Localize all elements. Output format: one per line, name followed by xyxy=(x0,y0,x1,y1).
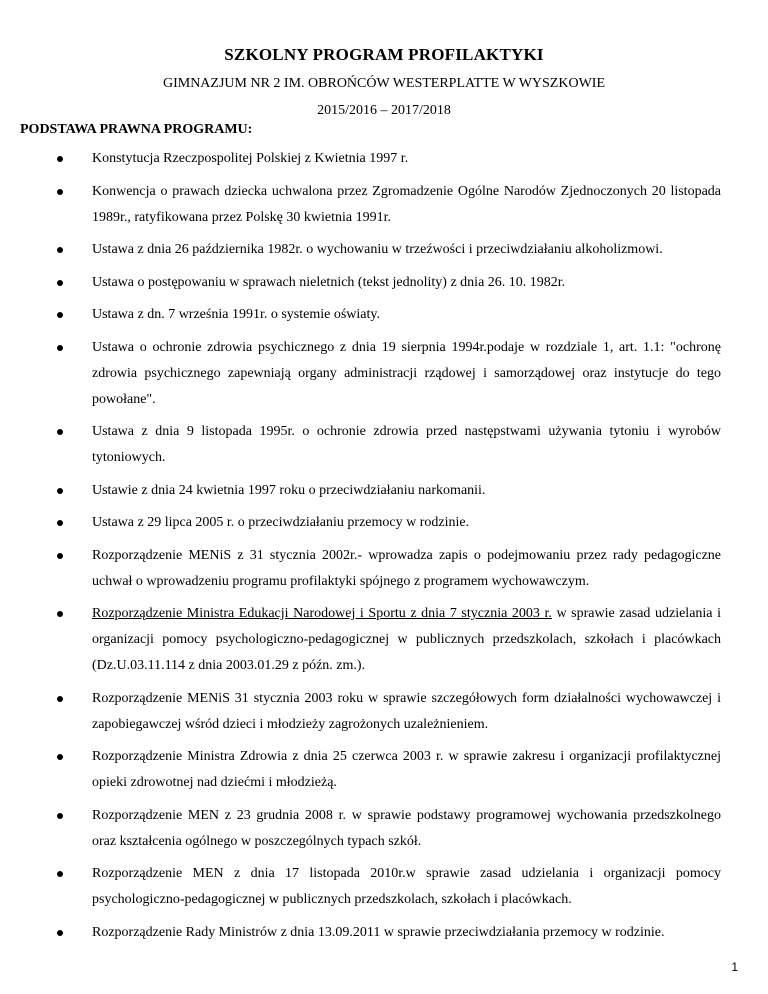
bullet-icon xyxy=(57,754,63,760)
list-item-text: Rozporządzenie Rady Ministrów z dnia 13.09.2011 w sprawie przeciwdziałania przemocy w rodzinie. xyxy=(92,924,665,940)
list-item xyxy=(0,270,721,296)
bullet-icon xyxy=(57,312,63,318)
bullet-icon xyxy=(57,813,63,819)
program-years: 2015/2016 – 2017/2018 xyxy=(317,103,451,118)
list-item-text: Rozporządzenie MEN z dnia 17 listopada 2010r.w sprawie zasad udzielania i organizacji pomocy psychologiczno-pedagogicznej w publicznych przedszkolach, szkołach i placówkach. xyxy=(92,866,721,907)
list-item xyxy=(0,803,721,855)
list-item-text: Konwencja o prawach dziecka uchwalona przez Zgromadzenie Ogólne Narodów Zjednoczonych 20 listopada 1989r., ratyfikowana przez Polskę 30 kwietnia 1991r. xyxy=(92,183,721,225)
list-item-text: Rozporządzenie Ministra Zdrowia z dnia 25 czerwca 2003 r. w sprawie zakresu i organizacji profilaktycznej opieki zdrowotnej nad dziećmi i młodzieżą. xyxy=(92,749,721,790)
page-number: 1 xyxy=(731,960,738,974)
list-item-text: Rozporządzenie MENiS z 31 stycznia 2002r.- wprowadza zapis o podejmowaniu przez rady pedagogiczne uchwał o wprowadzeniu programu profilaktyki spójnego z programem wychowawczym. xyxy=(92,547,721,589)
list-item xyxy=(0,419,721,471)
list-item-text: Rozporządzenie MENiS 31 stycznia 2003 roku w sprawie szczegółowych form działalności wychowawczej i zapobiegawczej wśród dzieci i młodzieży zagrożonych uzależnieniem. xyxy=(92,690,721,732)
bullet-icon xyxy=(57,930,63,936)
bullet-icon xyxy=(57,429,63,435)
list-item xyxy=(0,146,721,172)
bullet-icon xyxy=(57,696,63,702)
bullet-icon xyxy=(57,520,63,526)
list-item xyxy=(0,861,721,913)
bullet-icon xyxy=(57,871,63,877)
list-item-text: Rozporządzenie MEN z 23 grudnia 2008 r. w sprawie podstawy programowej wychowania przedszkolnego oraz kształcenia ogólnego w poszczególnych typach szkół. xyxy=(92,807,721,849)
list-item xyxy=(0,601,721,679)
list-item-text: Ustawa z dnia 26 października 1982r. o wychowaniu w trzeźwości i przeciwdziałaniu alkoholizmowi. xyxy=(92,242,663,257)
bullet-icon xyxy=(57,189,63,195)
bullet-icon xyxy=(57,280,63,286)
bullet-icon xyxy=(57,611,63,617)
list-item xyxy=(0,237,721,263)
bullet-icon xyxy=(57,345,63,351)
list-item xyxy=(0,478,721,504)
list-item-text: Ustawa z dn. 7 września 1991r. o systemie oświaty. xyxy=(92,307,380,322)
list-item-text: Ustawa o postępowaniu w sprawach nieletnich (tekst jednolity) z dnia 26. 10. 1982r. xyxy=(92,274,566,290)
bullet-icon xyxy=(57,488,63,494)
list-item-text: Ustawa o ochronie zdrowia psychicznego z dnia 19 sierpnia 1994r.podaje w rozdziale 1, art. 1.1: "ochronę zdrowia psychicznego zapewniają organy administracji rządowej i samorządowej oraz instytucje do tego powołane". xyxy=(92,339,721,407)
bullet-icon xyxy=(57,553,63,559)
list-item-text: Ustawa z dnia 9 listopada 1995r. o ochronie zdrowia przed następstwami używania tytoniu i wyrobów tytoniowych. xyxy=(92,424,721,465)
list-item xyxy=(0,179,721,231)
section-heading: PODSTAWA PRAWNA PROGRAMU: xyxy=(20,122,253,137)
list-item-text: w sprawie zasad udzielania i organizacji pomocy psychologiczno-pedagogicznej w publicznych przedszkolach, szkołach i placówkach (Dz.U.03.11.114 z dnia 2003.01.29 z późn. zm.). xyxy=(92,606,721,673)
school-name: GIMNAZJUM NR 2 IM. OBROŃCÓW WESTERPLATTE W WYSZKOWIE xyxy=(162,76,606,91)
regulation-link[interactable]: Rozporządzenie Ministra Edukacji Narodowej i Sportu z dnia 7 stycznia 2003 r. xyxy=(92,606,552,621)
list-item xyxy=(0,686,721,738)
list-item xyxy=(0,543,721,595)
list-item-text: Konstytucja Rzeczpospolitej Polskiej z Kwietnia 1997 r. xyxy=(92,151,409,166)
bullet-icon xyxy=(57,156,63,162)
list-item-text: Ustawie z dnia 24 kwietnia 1997 roku o przeciwdziałaniu narkomanii. xyxy=(92,482,486,498)
list-item xyxy=(0,335,721,413)
list-item xyxy=(0,920,721,946)
legal-basis-list xyxy=(0,146,768,952)
document-title: SZKOLNY PROGRAM PROFILAKTYKI xyxy=(224,45,544,64)
bullet-icon xyxy=(57,247,63,253)
list-item xyxy=(0,510,721,536)
list-item xyxy=(0,302,721,328)
list-item-text: Ustawa z 29 lipca 2005 r. o przeciwdziałaniu przemocy w rodzinie. xyxy=(92,515,470,530)
list-item xyxy=(0,744,721,796)
